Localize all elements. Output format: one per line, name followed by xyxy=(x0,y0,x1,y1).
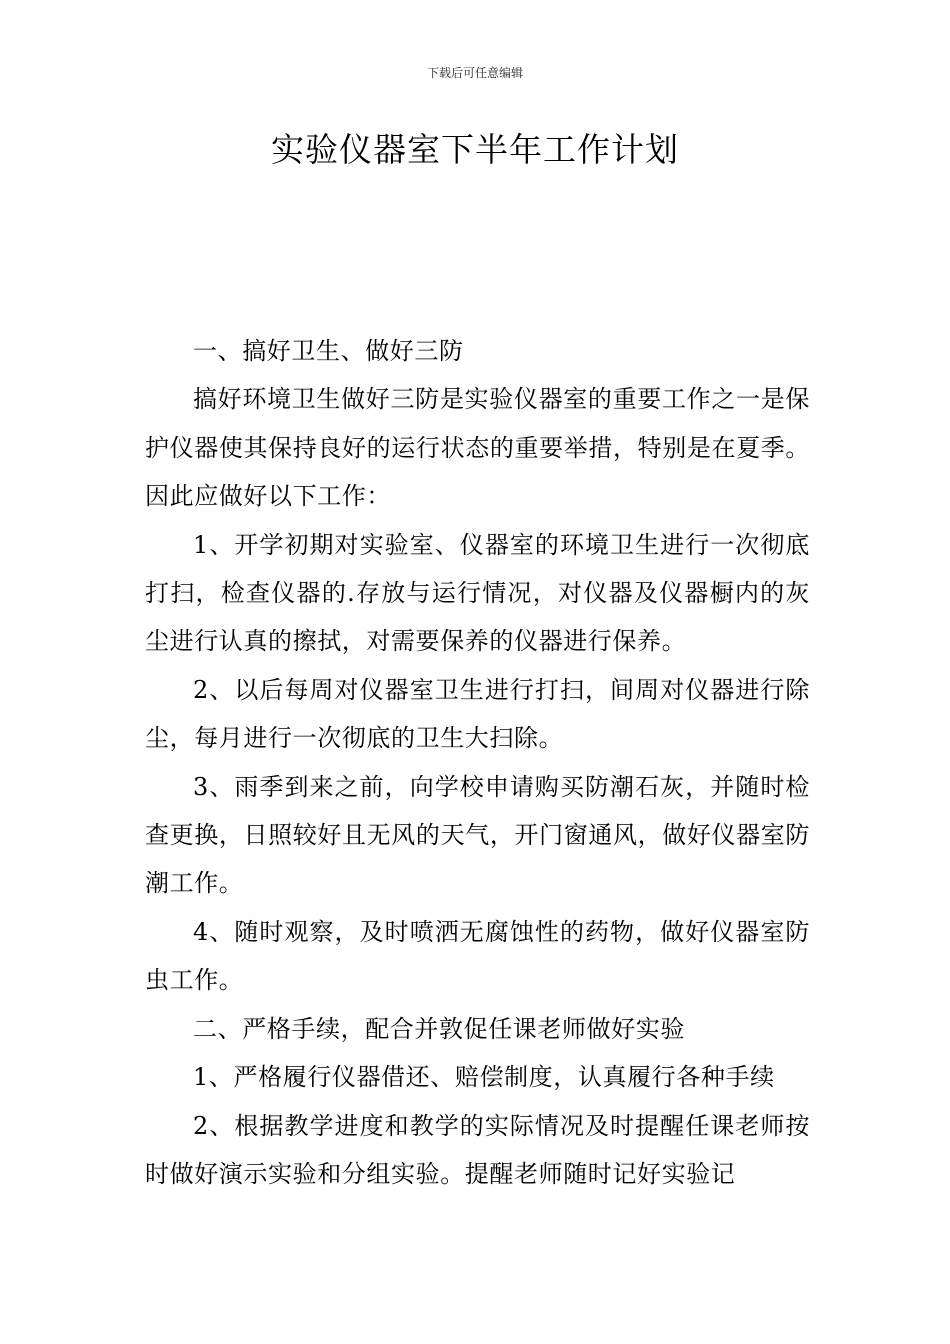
list-item-1: 1、开学初期对实验室、仪器室的环境卫生进行一次彻底打扫，检查仪器的.存放与运行情况，对仪器及仪器橱内的灰尘进行认真的擦拭，对需要保养的仪器进行保养。 xyxy=(145,530,810,656)
document-title: 实验仪器室下半年工作计划 xyxy=(271,130,679,169)
list-item-5: 1、严格履行仪器借还、赔偿制度，认真履行各种手续 xyxy=(193,1063,775,1092)
list-item-6: 2、根据教学进度和教学的实际情况及时提醒任课老师按时做好演示实验和分组实验。提醒老师随时记好实验记 xyxy=(145,1111,810,1188)
list-item-3: 3、雨季到来之前，向学校申请购买防潮石灰，并随时检查更换，日照较好且无风的天气，开门窗通风，做好仪器室防潮工作。 xyxy=(145,772,810,898)
section-heading-2: 二、严格手续，配合并敦促任课老师做好实验 xyxy=(193,1014,685,1043)
section-heading-1: 一、搞好卫生、做好三防 xyxy=(193,337,464,365)
paragraph-intro: 搞好环境卫生做好三防是实验仪器室的重要工作之一是保护仪器使其保持良好的运行状态的重要举措，特别是在夏季。因此应做好以下工作： xyxy=(145,385,810,511)
header-note: 下载后可任意编辑 xyxy=(426,66,523,80)
list-item-4: 4、随时观察，及时喷洒无腐蚀性的药物，做好仪器室防虫工作。 xyxy=(145,917,810,995)
list-item-2: 2、以后每周对仪器室卫生进行打扫，间周对仪器进行除尘，每月进行一次彻底的卫生大扫除。 xyxy=(145,675,810,753)
document-body xyxy=(145,327,810,1198)
